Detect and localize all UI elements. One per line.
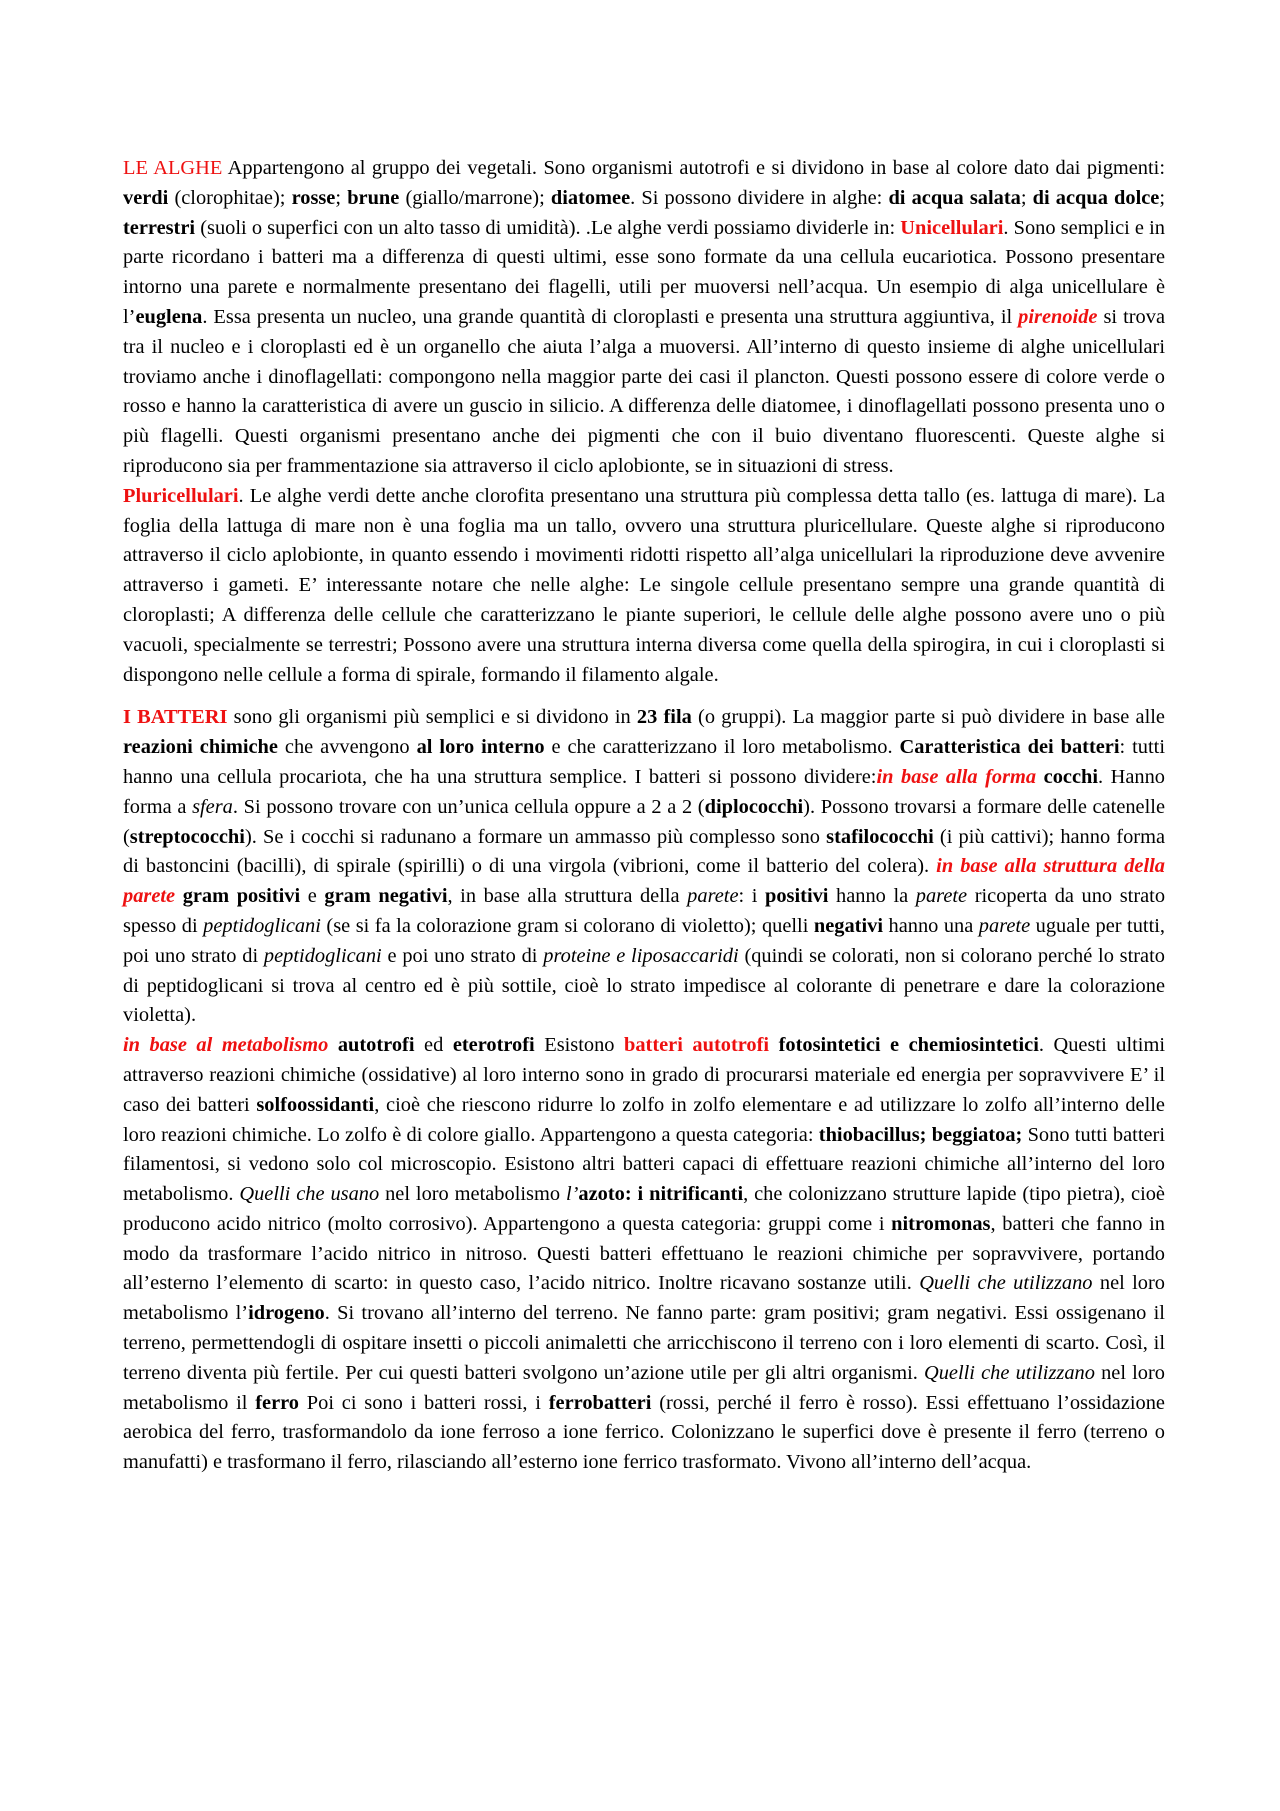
- text-run: hanno una: [883, 914, 979, 937]
- text-run: ;: [1159, 186, 1166, 209]
- text-run: (o gruppi). La maggior parte si può dividere in base alle: [691, 706, 1165, 729]
- text-run: uguale per tutti, poi uno strato di: [123, 914, 1165, 967]
- styled-text-run: l’: [565, 1183, 579, 1206]
- styled-text-run: di acqua salata: [888, 186, 1021, 209]
- styled-text-run: euglena: [135, 305, 203, 328]
- styled-text-run: ferro: [255, 1391, 300, 1414]
- text-run: ;: [1020, 186, 1033, 209]
- text-run: (quindi se colorati, non si colorano perché lo strato di peptidoglicani si trova al centro ed è più sottile, cioè lo strato impedisce al colorante di penetrare e dare la colorazione violetta).: [123, 944, 1165, 1027]
- styled-text-run: eterotrofi: [452, 1034, 535, 1057]
- text-run: : tutti hanno una cellula procariota, che ha una struttura semplice. I batteri si possono dividere:: [123, 736, 1165, 788]
- styled-text-run: 23 fila: [636, 706, 692, 729]
- styled-text-run: Caratteristica dei batteri: [899, 736, 1120, 759]
- styled-text-run: parete: [978, 914, 1031, 937]
- styled-text-run: sfera: [192, 795, 233, 818]
- styled-text-run: in base alla struttura della parete: [123, 855, 1165, 908]
- text-run: Esistono: [534, 1034, 625, 1057]
- text-run: hanno la: [828, 885, 916, 908]
- text-run: . Questi ultimi attraverso reazioni chimiche (ossidative) al loro interno sono in grado di procurarsi materiale ed energia per sopravvivere E’ il caso dei batteri: [123, 1034, 1165, 1116]
- styled-text-run: batteri autotrofi: [624, 1034, 770, 1057]
- styled-text-run: stafilococchi: [826, 825, 934, 848]
- text-run: . Sono semplici e in parte ricordano i batteri ma a differenza di questi ultimi, esse sono formate da una cellula eucariotica. Possono presentare intorno una parete e normalmente presentano dei flagelli, utili per muoversi nell’acqua. Un esempio di alga unicellulare è l’: [123, 216, 1165, 328]
- text-run: [175, 885, 183, 907]
- text-run: , cioè che riescono ridurre lo zolfo in zolfo elementare e ad utilizzare lo zolfo all’interno delle loro reazioni chimiche. Lo zolfo è di colore giallo. Appartengono a questa categoria:: [123, 1093, 1165, 1146]
- styled-text-run: cocchi: [1043, 765, 1099, 788]
- styled-text-run: ferrobatteri: [548, 1391, 652, 1414]
- text-run: . Si trovano all’interno del terreno. Ne fanno parte: gram positivi; gram negativi. Essi ossigenano il terreno, permettendogli di ospitare insetti o piccoli animaletti che arricchiscono il terreno con i loro elementi di scarto. Così, il terreno diventa più fertile. Per cui questi batteri svolgono un’azione utile per gli altri organismi.: [123, 1302, 1165, 1384]
- styled-text-run: positivi: [765, 885, 829, 908]
- styled-text-run: idrogeno: [248, 1302, 325, 1325]
- text-run: (se si fa la colorazione gram si colorano di violetto); quelli: [320, 914, 814, 937]
- text-run: , batteri che fanno in modo da trasformare l’acido nitrico in nitroso. Questi batteri effettuano le reazioni chimiche per sopravvivere, portando all’esterno l’elemento di scarto: in questo caso, l’acido nitrico. Inoltre ricavano sostanze utili.: [123, 1212, 1165, 1295]
- text-run: Sono tutti batteri filamentosi, si vedono solo col microscopio. Esistono altri batteri capaci di effettuare reazioni chimiche all’interno del loro metabolismo.: [123, 1123, 1165, 1206]
- text-run: Poi ci sono i batteri rossi, i: [299, 1391, 549, 1414]
- text-run: e: [300, 885, 325, 908]
- text-run: . Hanno forma a: [123, 765, 1165, 818]
- styled-text-run: di acqua dolce: [1032, 186, 1160, 209]
- paragraph-alghe-intro: [123, 154, 1165, 482]
- styled-text-run: LE ALGHE: [123, 157, 223, 179]
- styled-text-run: solfoossidanti: [256, 1093, 375, 1116]
- paragraph-batteri-metabolismo: [123, 1031, 1165, 1478]
- text-run: , in base alla struttura della: [447, 885, 688, 908]
- text-run: ed: [414, 1034, 453, 1057]
- text-run: (rossi, perché il ferro è rosso). Essi effettuano l’ossidazione aerobica del ferro, trasformandolo da ione ferroso a ione ferrico. Colonizzano le superfici dove è presente il ferro (terreno o manufatti) e trasformano il ferro, rilasciando all’esterno ione ferrico trasformato. Vivono all’interno dell’acqua.: [123, 1391, 1165, 1474]
- text-run: nel loro metabolismo l’: [123, 1272, 1165, 1325]
- styled-text-run: Quelli che utilizzano: [924, 1361, 1095, 1384]
- text-run: (suoli o superfici con un alto tasso di umidità). .Le alghe verdi possiamo dividerle in:: [195, 216, 901, 239]
- styled-text-run: fotosintetici e chemiosintetici: [778, 1034, 1039, 1057]
- styled-text-run: Quelli che utilizzano: [919, 1272, 1093, 1295]
- text-run: ). Possono trovarsi a formare delle catenelle (: [123, 795, 1165, 848]
- styled-text-run: terrestri: [123, 216, 196, 239]
- styled-text-run: diplococchi: [704, 795, 804, 818]
- styled-text-run: brune: [347, 186, 400, 209]
- text-run: si trova tra il nucleo e i cloroplasti ed è un organello che aiuta l’alga a muoversi. All’interno di questo insieme di alghe unicellulari troviamo anche i dinoflagellati: compongono nella maggior parte dei casi il plancton. Questi possono essere di colore verde o rosso e hanno la caratteristica di avere un guscio in silicio. A differenza delle diatomee, i dinoflagellati possono presenta uno o più flagelli. Questi organismi presentano anche dei pigmenti che con il buio diventano fluorescenti. Queste alghe si riproducono sia per frammentazione sia attraverso il ciclo aplobionte, se in situazioni di stress.: [123, 305, 1165, 477]
- text-run: ). Se i cocchi si radunano a formare un ammasso più complesso sono: [244, 825, 827, 848]
- styled-text-run: parete: [915, 885, 968, 908]
- paragraph-batteri-intro: [123, 703, 1165, 1031]
- styled-text-run: verdi: [123, 186, 169, 209]
- text-run: ricoperta da uno strato spesso di: [123, 885, 1166, 937]
- text-run: e poi uno strato di: [381, 944, 544, 967]
- styled-text-run: Quelli che usano: [239, 1183, 380, 1206]
- text-run: nel loro metabolismo: [379, 1183, 566, 1206]
- text-run: sono gli organismi più semplici e si dividono in: [227, 706, 637, 729]
- styled-text-run: autotrofi: [337, 1034, 415, 1057]
- text-run: , che colonizzano strutture lapide (tipo pietra), cioè producono acido nitrico (molto corrosivo). Appartengono a questa categoria: gruppi come i: [123, 1183, 1165, 1235]
- styled-text-run: reazioni chimiche: [123, 736, 278, 759]
- paragraph-gap: [123, 690, 1165, 703]
- styled-text-run: Pluricellulari: [123, 484, 239, 507]
- styled-text-run: pirenoide: [1018, 305, 1098, 328]
- styled-text-run: Unicellulari: [900, 216, 1004, 239]
- text-run: (clorophitae);: [168, 186, 292, 209]
- styled-text-run: in base alla forma: [876, 765, 1037, 788]
- text-run: nel loro metabolismo il: [123, 1361, 1165, 1414]
- styled-text-run: negativi: [813, 914, 883, 937]
- styled-text-run: gram negativi: [324, 885, 448, 908]
- text-run: : i: [738, 885, 766, 908]
- styled-text-run: al loro interno: [416, 736, 545, 759]
- styled-text-run: rosse: [291, 186, 336, 209]
- text-run: [328, 1034, 338, 1056]
- text-run: . Le alghe verdi dette anche clorofita presentano una struttura più complessa detta tallo (es. lattuga di mare). La foglia della lattuga di mare non è una foglia ma un tallo, ovvero una struttura pluricellulare. Queste alghe si riproducono attraverso il ciclo aplobionte, in quanto essendo i movimenti ridotti rispetto all’alga unicellulari la riproduzione deve avvenire attraverso i gameti. E’ interessante notare che nelle alghe: Le singole cellule presentano sempre una grande quantità di cloroplasti; A differenza delle cellule che caratterizzano le piante superiori, le cellule delle alghe possono avere uno o più vacuoli, specialmente se terrestri; Possono avere una struttura interna diversa come quella della spirogira, in cui i cloroplasti si dispongono nelle cellule a forma di spirale, formando il filamento algale.: [123, 484, 1165, 686]
- styled-text-run: azoto: i nitrificanti: [578, 1183, 744, 1206]
- styled-text-run: peptidoglicani: [263, 944, 382, 967]
- styled-text-run: diatomee: [550, 186, 631, 209]
- styled-text-run: nitromonas: [891, 1212, 991, 1235]
- text-run: . Si possono trovare con un’unica cellula oppure a 2 a 2 (: [232, 795, 705, 818]
- text-run: ;: [335, 186, 348, 209]
- text-run: Appartengono al gruppo dei vegetali. Sono organismi autotrofi e si dividono in base al colore dato dai pigmenti:: [222, 157, 1165, 179]
- styled-text-run: thiobacillus; beggiatoa;: [818, 1123, 1023, 1146]
- styled-text-run: proteine e liposaccaridi: [543, 944, 739, 967]
- styled-text-run: I BATTERI: [123, 706, 228, 729]
- paragraph-alghe-pluricellulari: [123, 482, 1165, 691]
- text-run: (i più cattivi); hanno forma di bastoncini (bacilli), di spirale (spirilli) o di una virgola (vibrioni, come il batterio del colera).: [123, 825, 1165, 878]
- styled-text-run: in base al metabolismo: [123, 1034, 329, 1057]
- styled-text-run: parete: [687, 885, 739, 908]
- styled-text-run: gram positivi: [182, 885, 301, 908]
- text-run: [1036, 766, 1044, 788]
- text-run: (giallo/marrone);: [399, 186, 551, 209]
- styled-text-run: peptidoglicani: [203, 914, 321, 937]
- styled-text-run: streptococchi: [129, 825, 245, 848]
- text-run: e che caratterizzano il loro metabolismo.: [544, 736, 900, 759]
- text-run: . Si possono dividere in alghe:: [630, 186, 889, 209]
- text-run: [769, 1034, 779, 1056]
- text-run: che avvengono: [277, 736, 417, 759]
- text-run: . Essa presenta un nucleo, una grande quantità di cloroplasti e presenta una struttura aggiuntiva, il: [202, 305, 1019, 328]
